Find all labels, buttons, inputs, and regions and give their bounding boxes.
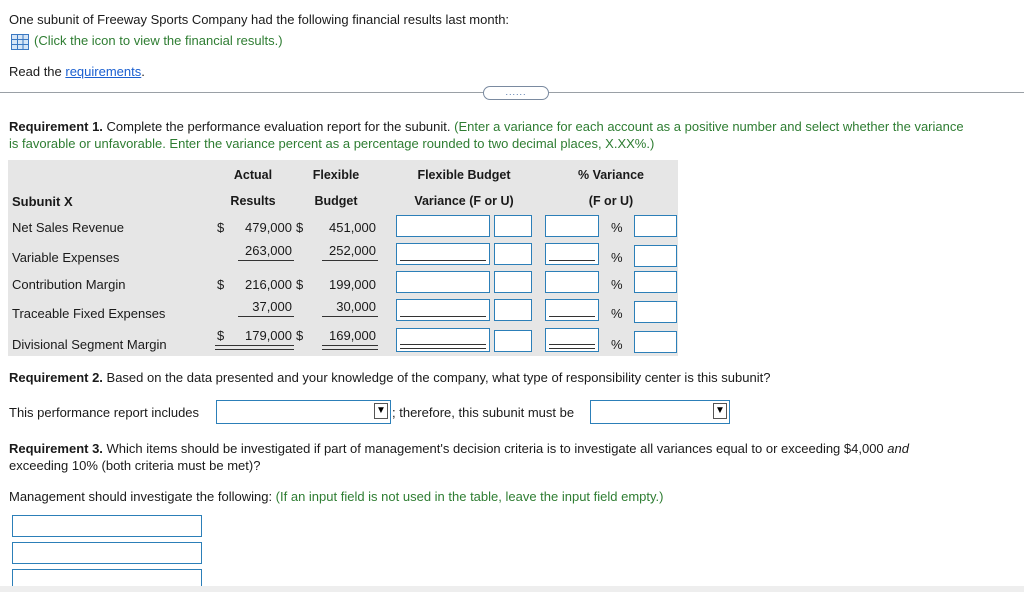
read-prefix: Read the [9, 64, 66, 79]
row-label-contribution-margin: Contribution Margin [12, 277, 126, 292]
flex-divisional-segment-margin: 169,000 [329, 328, 376, 343]
management-investigate-line [9, 489, 664, 504]
requirement-3-question: Which items should be investigated if part of management's decision criteria is to investigate all variances equal to or exceeding $4,000 [102, 441, 888, 456]
report-includes-select[interactable] [216, 400, 391, 424]
requirement-1-line1 [9, 119, 964, 134]
dropdown-arrow-icon[interactable]: ▼ [713, 403, 727, 419]
flex-dollar-sign: $ [296, 220, 304, 235]
requirement-2-question: Based on the data presented and your knowledge of the company, what type of responsibility center is this subunit? [102, 370, 771, 385]
underline [238, 316, 294, 317]
percent-sign: % [611, 250, 623, 265]
read-requirements-line [9, 64, 145, 79]
actual-contribution-margin: 216,000 [245, 277, 292, 292]
variance-amount-input[interactable] [396, 215, 490, 237]
management-investigate-instructions: (If an input field is not used in the table, leave the input field empty.) [275, 489, 664, 504]
variance-percent-input[interactable] [545, 215, 599, 237]
col-actual-top: Actual [233, 168, 273, 182]
underline [322, 316, 378, 317]
investigate-item-input[interactable] [12, 515, 202, 537]
responsibility-center-select[interactable] [590, 400, 730, 424]
subunit-must-be-label: ; therefore, this subunit must be [392, 405, 575, 420]
variance-fu-input[interactable] [494, 215, 532, 237]
underline [238, 260, 294, 261]
variance-amount-input[interactable] [396, 271, 490, 293]
requirement-2-text [9, 370, 770, 385]
management-investigate-label: Management should investigate the following: [9, 489, 276, 504]
variance-percent-input[interactable] [545, 328, 599, 352]
view-results-link[interactable]: (Click the icon to view the financial results.) [34, 33, 283, 48]
dropdown-arrow-icon[interactable]: ▼ [374, 403, 388, 419]
actual-dollar-sign: $ [217, 220, 225, 235]
requirement-3-line2: exceeding 10% (both criteria must be met)? [9, 458, 261, 473]
variance-amount-input[interactable] [396, 299, 490, 321]
requirements-link[interactable]: requirements [65, 64, 142, 79]
row-label-variable-expenses: Variable Expenses [12, 250, 120, 265]
row-label-net-sales: Net Sales Revenue [12, 220, 125, 235]
col-pv-top: % Variance [577, 168, 644, 182]
requirement-1-text: Complete the performance evaluation report for the subunit. [102, 119, 455, 134]
variance-percent-input[interactable] [545, 243, 599, 265]
requirement-3-label: Requirement 3. [9, 441, 103, 456]
requirement-1-instructions: (Enter a variance for each account as a positive number and select whether the variance [454, 119, 964, 134]
flex-contribution-margin: 199,000 [329, 277, 376, 292]
flex-traceable-fixed: 30,000 [336, 299, 376, 314]
actual-dollar-sign: $ [217, 328, 225, 343]
double-underline [215, 345, 294, 350]
actual-net-sales: 479,000 [245, 220, 292, 235]
col-fbv-top: Flexible Budget [417, 168, 511, 182]
requirement-3-line1 [9, 441, 909, 456]
row-label-divisional-segment-margin: Divisional Segment Margin [12, 337, 167, 352]
requirement-3-and: and [887, 441, 909, 456]
table-grid-icon[interactable] [11, 34, 29, 50]
double-underline [322, 345, 378, 350]
percent-fu-input[interactable] [634, 215, 677, 237]
requirement-1-label: Requirement 1. [9, 119, 103, 134]
variance-percent-input[interactable] [545, 299, 599, 321]
underline [322, 260, 378, 261]
variance-percent-input[interactable] [545, 271, 599, 293]
requirement-1-instructions-2: is favorable or unfavorable. Enter the variance percent as a percentage rounded to two decimal places, X.XX%.) [9, 136, 655, 151]
percent-sign: % [611, 220, 623, 235]
variance-amount-input[interactable] [396, 243, 490, 265]
actual-variable-expenses: 263,000 [245, 243, 292, 258]
col-actual-bottom: Results [230, 194, 276, 208]
requirement-2-label: Requirement 2. [9, 370, 103, 385]
variance-fu-input[interactable] [494, 299, 532, 321]
row-header-subunit: Subunit X [12, 194, 73, 209]
percent-fu-input[interactable] [634, 301, 677, 323]
percent-fu-input[interactable] [634, 331, 677, 353]
col-flex-top: Flexible [312, 168, 360, 182]
actual-divisional-segment-margin: 179,000 [245, 328, 292, 343]
flex-variable-expenses: 252,000 [329, 243, 376, 258]
row-label-traceable-fixed: Traceable Fixed Expenses [12, 306, 166, 321]
flex-net-sales: 451,000 [329, 220, 376, 235]
variance-amount-input[interactable] [396, 328, 490, 352]
report-includes-label: This performance report includes [9, 405, 200, 420]
flex-dollar-sign: $ [296, 277, 304, 292]
percent-sign: % [611, 306, 623, 321]
variance-fu-input[interactable] [494, 330, 532, 352]
variance-fu-input[interactable] [494, 271, 532, 293]
percent-sign: % [611, 337, 623, 352]
variance-fu-input[interactable] [494, 243, 532, 265]
percent-fu-input[interactable] [634, 245, 677, 267]
expand-more-button[interactable]: ...... [483, 86, 549, 100]
actual-dollar-sign: $ [217, 277, 225, 292]
flex-dollar-sign: $ [296, 328, 304, 343]
col-pv-bottom: (F or U) [588, 194, 634, 208]
bottom-band [0, 586, 1024, 592]
col-fbv-bottom: Variance (F or U) [414, 194, 514, 208]
col-flex-bottom: Budget [314, 194, 358, 208]
percent-sign: % [611, 277, 623, 292]
investigate-item-input[interactable] [12, 542, 202, 564]
read-suffix: . [141, 64, 145, 79]
percent-fu-input[interactable] [634, 271, 677, 293]
actual-traceable-fixed: 37,000 [252, 299, 292, 314]
intro-text: One subunit of Freeway Sports Company had the following financial results last month: [9, 12, 510, 27]
